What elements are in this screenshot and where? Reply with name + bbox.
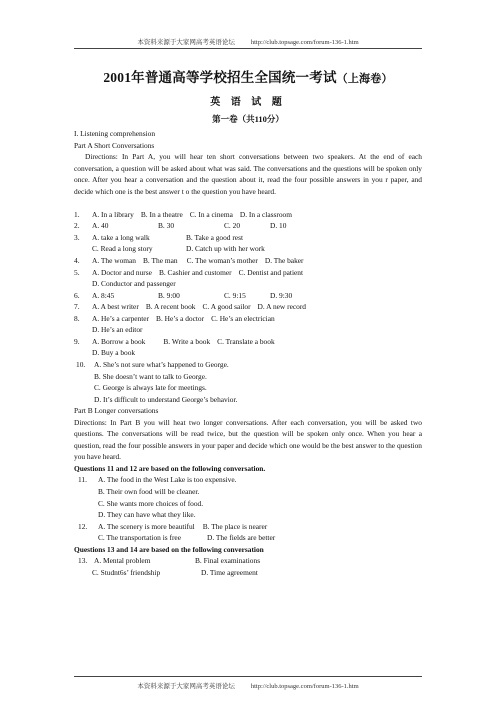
option-d[interactable]: D. A new record [257,302,306,312]
part-b-heading: Part B Longer conversations [74,406,159,416]
option-c[interactable]: C. He’s an electrician [211,313,275,323]
question-number: 4. [74,256,80,266]
part-a-heading: Part A Short Conversations [74,140,155,150]
question-9 [74,336,422,348]
option-d[interactable]: D. Catch up with her work [186,244,265,254]
page-header [0,37,496,46]
page-footer [0,681,496,690]
option-d[interactable]: D. In a classroom [239,209,292,219]
question-10 [74,359,422,371]
volume-heading: 第一卷（共110分） [212,114,284,124]
option-c[interactable]: C. In a cinema [189,209,233,219]
exam-subtitle: 英 语 试 题 [210,97,286,108]
question-number: 13. [78,556,88,566]
option-a[interactable]: A. The woman [92,256,136,266]
option-d[interactable]: D. Conductor and passenger [92,279,176,289]
title-main: 2001年普通高等学校招生全国统一考试 [103,70,337,85]
question-number: 10. [76,359,86,369]
question-10-row-3 [74,382,422,394]
question-number: 11. [78,475,87,485]
question-number: 8. [74,313,80,323]
questions-13-14-intro: Questions 13 and 14 are based on the following conversation [74,544,264,554]
option-a[interactable]: A. He’s a carpenter [92,313,150,323]
questions-11-12-intro: Questions 11 and 12 are based on the following conversation. [74,463,266,473]
question-11-row-3 [74,498,422,510]
question-number: 7. [74,302,80,312]
option-a[interactable]: A. Mental problem [94,556,151,566]
question-9-row-2 [74,347,422,359]
exam-body [74,128,422,578]
question-11-row-2 [74,486,422,498]
option-d[interactable]: D. It’s difficult to understand George’s behavior. [94,394,238,404]
option-c[interactable]: C. 20 [224,221,241,231]
option-d[interactable]: D. 10 [270,221,287,231]
question-1 [74,209,422,221]
question-number: 3. [74,232,80,242]
option-a[interactable]: A. She’s not sure what’s happened to George. [94,359,229,369]
question-10-row-4 [74,394,422,406]
option-b[interactable]: B. Their own food will be cleaner. [98,486,200,496]
option-c[interactable]: C. A good sailor [202,302,251,312]
question-8 [74,313,422,325]
option-a[interactable]: A. In a library [92,209,134,219]
option-d[interactable]: D. Time agreement [201,567,258,577]
option-c[interactable]: C. George is always late for meetings. [94,383,207,393]
question-13 [74,555,422,567]
question-5-row-2 [74,278,422,290]
question-7 [74,301,422,313]
option-b[interactable]: B. In a theatre [140,209,183,219]
question-8-row-2 [74,324,422,336]
option-b[interactable]: B. Cashier and customer [158,267,232,277]
question-number: 1. [74,209,80,219]
exam-title [0,66,496,86]
title-region: （上海卷） [336,73,393,85]
option-c[interactable]: C. Dentist and patient [238,267,304,277]
option-d[interactable]: D. The fields are better [207,533,276,543]
option-c[interactable]: C. Translate a book [217,336,275,346]
option-c[interactable]: C. Studnt6s’ friendship [92,567,161,577]
option-b[interactable]: B. 30 [158,221,175,231]
option-b[interactable]: B. Write a book [163,336,211,346]
option-b[interactable]: B. The place is nearer [202,521,268,531]
option-d[interactable]: D. They can have what they like. [98,510,196,520]
question-12-row-2 [74,532,422,544]
part-b-directions: Directions: In Part B you will heat two longer conversations. After each conversation, you will be asked two questions. The conversations will be read twice, but the question will be spoken only once. When you hear a question, read the four possible answers in your paper and decide which one would be the best answer to the question you have heard. [74,417,422,462]
header-source: 本资料来源于大家网高考英语论坛 [137,39,235,46]
option-c[interactable]: C. The woman’s mother [186,256,258,266]
option-b[interactable]: B. A recent book [145,302,196,312]
question-11-row-4 [74,509,422,521]
question-11 [74,474,422,486]
footer-rule [74,676,422,677]
option-c[interactable]: C. The transportation is free [98,533,181,543]
section-heading: I. Listening comprehension [74,129,156,138]
option-a[interactable]: A. take a long walk [92,232,150,242]
question-number: 5. [74,267,80,277]
question-number: 2. [74,221,80,231]
option-b[interactable]: B. She doesn’t want to talk to George. [94,371,207,381]
footer-url[interactable]: http://club.topsage.com/forum-136-1.htm [250,683,359,690]
option-b[interactable]: B. He’s a doctor [156,313,205,323]
question-3-row-2 [74,243,422,255]
option-a[interactable]: A. Borrow a book [92,336,146,346]
part-a-directions: Directions: In Part A, you will hear ten short conversations between two speakers. At the end of each conversation, a question will be asked about what was said. The conversations and the questions will be spoken only once. After you hear a conversation and the question about it, read the four possible answers in you r paper, and decide which one is the best answer t o the question you have heard. [74,152,422,196]
option-b[interactable]: B. 9:00 [158,290,180,300]
option-c[interactable]: C. She wants more choices of food. [98,498,204,508]
question-3 [74,232,422,244]
option-d[interactable]: D. He’s an editor [92,325,143,335]
option-d[interactable]: D. Buy a book [92,348,136,358]
option-a[interactable]: A. The scenery is more beautiful [98,521,195,531]
question-13-row-2 [74,567,422,579]
option-c[interactable]: C. Read a long story [92,244,153,254]
question-2 [74,220,422,232]
option-a[interactable]: A. Doctor and nurse [92,267,152,277]
option-c[interactable]: C. 9:15 [224,290,246,300]
header-url[interactable]: http://club.topsage.com/forum-136-1.htm [250,39,359,46]
question-6 [74,290,422,302]
question-number: 9. [74,336,80,346]
option-b[interactable]: B. The man [143,256,178,266]
option-a[interactable]: A. 8:45 [92,290,115,300]
question-10-row-2 [74,371,422,383]
option-a[interactable]: A. A best writer [92,302,139,312]
option-d[interactable]: D. The baker [264,256,304,266]
footer-source: 本资料来源于大家网高考英语论坛 [137,683,235,690]
header-rule [74,48,422,49]
question-number: 12. [78,521,88,531]
option-d[interactable]: D. 9:30 [270,290,293,300]
option-a[interactable]: A. 40 [92,221,109,231]
option-b[interactable]: B. Final examinations [195,556,261,566]
question-5 [74,267,422,279]
question-4 [74,255,422,267]
question-number: 6. [74,290,80,300]
option-a[interactable]: A. The food in the West Lake is too expensive. [98,475,237,485]
question-12 [74,521,422,533]
option-b[interactable]: B. Take a good rest [186,232,244,242]
